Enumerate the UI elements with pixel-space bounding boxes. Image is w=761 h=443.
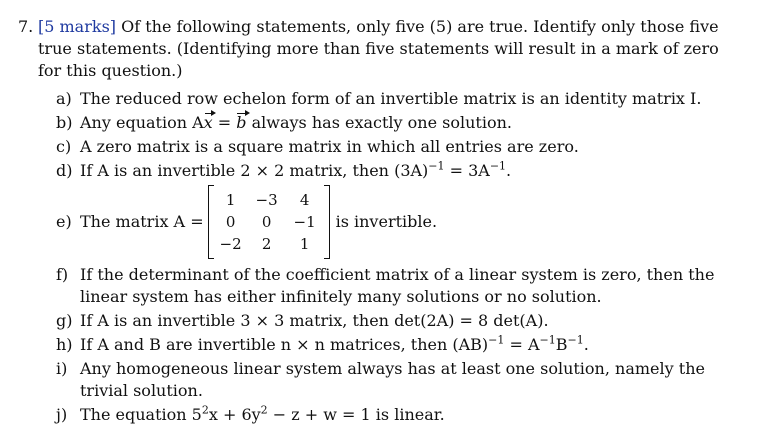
exponent: −1: [488, 333, 505, 347]
matrix-a: [210, 189, 328, 255]
statement-label: d): [56, 161, 73, 180]
statement-text: [80, 334, 746, 356]
exponent: −1: [567, 333, 584, 347]
statement-text: [80, 184, 746, 260]
vector-b: b: [236, 113, 247, 132]
question-text: [38, 16, 738, 82]
statement-d-post: .: [506, 161, 512, 180]
statement-h-mid2: B: [555, 335, 568, 354]
statement-label: g): [56, 311, 73, 330]
statement-i: [56, 358, 746, 402]
statement-b-equals: =: [212, 113, 237, 132]
statement-d-pre: If A is an invertible 2 × 2 matrix, then (3A): [80, 161, 429, 180]
marks-link[interactable]: [5 marks]: [38, 17, 117, 36]
statement-label: e): [56, 212, 72, 231]
exponent: −1: [428, 159, 445, 173]
statement-label: a): [56, 89, 72, 108]
statement-c: [56, 136, 746, 158]
matrix-cell: −1: [293, 213, 316, 231]
statement-a: [56, 88, 746, 110]
statement-h-post: .: [583, 335, 589, 354]
statement-h: [56, 334, 746, 356]
exponent: −1: [489, 159, 507, 173]
matrix-cell: 1: [299, 235, 310, 253]
statement-text: The reduced row echelon form of an invertible matrix is an identity matrix I.: [80, 89, 702, 108]
matrix-cell: 2: [261, 235, 272, 253]
statement-j-pre: The equation 5: [80, 405, 202, 424]
statement-j-mid: x + 6y: [208, 405, 261, 424]
statement-label: f): [56, 265, 69, 284]
statement-label: i): [56, 359, 68, 378]
statement-label: j): [56, 405, 68, 424]
matrix-cell: 1: [225, 191, 236, 209]
matrix-cell: 0: [225, 213, 236, 231]
statement-d: [56, 160, 746, 182]
statement-e-pre: The matrix A =: [80, 212, 204, 231]
matrix-cell: −3: [255, 191, 278, 209]
statement-text: [80, 112, 746, 134]
statement-b-pre: Any equation A: [80, 113, 204, 132]
statement-label: b): [56, 113, 73, 132]
statement-text: A zero matrix is a square matrix in which all entries are zero.: [80, 137, 579, 156]
question-number: 7.: [18, 17, 34, 36]
statement-text: If the determinant of the coefficient matrix of a linear system is zero, then the linear system has either infinitely many solutions or no solution.: [80, 265, 715, 306]
statement-b-post: always has exactly one solution.: [246, 113, 512, 132]
statement-text: [80, 160, 746, 182]
statement-text: If A is an invertible 3 × 3 matrix, then det(2A) = 8 det(A).: [80, 311, 549, 330]
exponent: 2: [260, 403, 268, 417]
statement-h-pre: If A and B are invertible n × n matrices, then (AB): [80, 335, 489, 354]
statement-j-post: − z + w = 1 is linear.: [267, 405, 445, 424]
matrix-cell: −2: [219, 235, 242, 253]
exponent: 2: [201, 403, 209, 417]
exponent: −1: [539, 333, 556, 347]
matrix-cell: 4: [299, 191, 310, 209]
statement-f: [56, 264, 746, 308]
statement-j: [56, 404, 746, 426]
statement-g: [56, 310, 746, 332]
statement-h-mid: = A: [504, 335, 540, 354]
matrix-cell: 0: [261, 213, 272, 231]
vector-x: x: [203, 113, 213, 132]
statement-list: [56, 88, 746, 428]
question-instructions: Of the following statements, only five (5) are true. Identify only those five true statements. (Identifying more than five statements will result in a mark of zero for this question.): [38, 17, 719, 80]
statement-e-post: is invertible.: [335, 212, 438, 231]
statement-b: [56, 112, 746, 134]
statement-e: [56, 184, 746, 260]
statement-text: Any homogeneous linear system always has at least one solution, namely the trivial solution.: [80, 359, 705, 400]
statement-text: [80, 404, 746, 426]
statement-label: h): [56, 335, 73, 354]
statement-label: c): [56, 137, 72, 156]
statement-d-mid: = 3A: [444, 161, 490, 180]
